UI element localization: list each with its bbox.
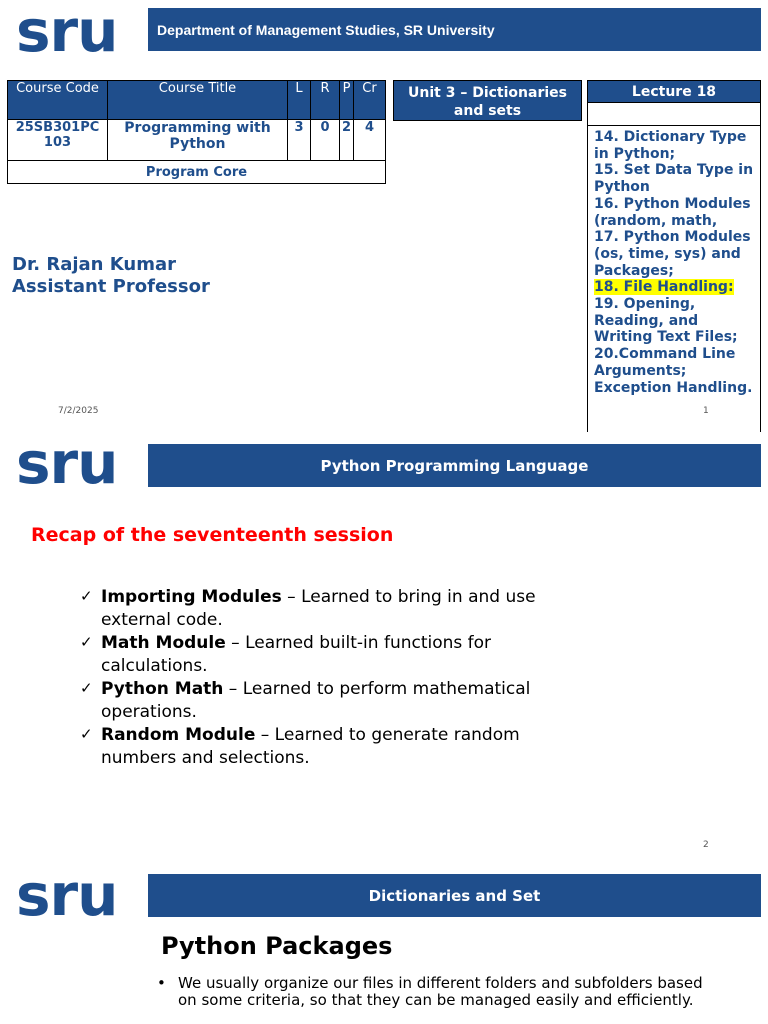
recap-list	[80, 586, 600, 770]
lecture-blank-cell	[587, 103, 761, 126]
course-info-table	[7, 80, 386, 184]
recap-desc: – Learned to bring in and use external code.	[101, 587, 536, 630]
header-l: L	[288, 81, 311, 120]
sru-logo: sru	[16, 0, 118, 65]
checkmark-icon: ✓	[80, 725, 93, 743]
topic-item: 20.Command Line Arguments; Exception Handling.	[594, 346, 753, 396]
department-banner: Department of Management Studies, SR University	[148, 8, 761, 51]
page-number: 1	[703, 406, 709, 416]
recap-item	[80, 724, 600, 770]
header-course-code: Course Code	[8, 81, 108, 120]
recap-item	[80, 586, 600, 632]
highlighted-topic-text: 18. File Handling:	[594, 279, 734, 296]
checkmark-icon: ✓	[80, 587, 93, 605]
recap-term: Math Module	[101, 633, 226, 653]
slide-3	[0, 864, 768, 1024]
bullet-text: We usually organize our files in different folders and subfolders based on some criteria, so that they can be managed easily and efficiently.	[178, 974, 703, 1009]
page-number: 2	[703, 840, 709, 850]
course-title: Programming with Python	[108, 120, 288, 161]
recap-term: Random Module	[101, 725, 256, 745]
topic-list	[587, 126, 761, 432]
recap-desc: – Learned built-in functions for calculations.	[101, 633, 492, 676]
value-r: 0	[311, 120, 340, 161]
checkmark-icon: ✓	[80, 633, 93, 651]
topic-item: 16. Python Modules (random, math,	[594, 195, 751, 229]
topic-banner: Python Programming Language	[148, 444, 761, 487]
recap-desc: – Learned to perform mathematical operations.	[101, 679, 531, 722]
section-title: Python Packages	[161, 932, 393, 960]
instructor-block	[12, 254, 210, 298]
slide-2	[0, 432, 768, 864]
recap-term: Python Math	[101, 679, 224, 699]
topic-banner: Dictionaries and Set	[148, 874, 761, 917]
topic-item-highlighted	[594, 279, 760, 296]
course-category: Program Core	[8, 161, 386, 184]
instructor-name: Dr. Rajan Kumar	[12, 254, 176, 275]
value-cr: 4	[354, 120, 386, 161]
recap-item	[80, 678, 600, 724]
lecture-number: Lecture 18	[587, 80, 761, 103]
value-l: 3	[288, 120, 311, 161]
header-r: R	[311, 81, 340, 120]
topic-item: 15. Set Data Type in Python	[594, 162, 754, 196]
recap-item	[80, 632, 600, 678]
checkmark-icon: ✓	[80, 679, 93, 697]
instructor-title: Assistant Professor	[12, 276, 210, 297]
header-p: P	[340, 81, 354, 120]
header-cr: Cr	[354, 81, 386, 120]
bullet-item	[157, 975, 717, 1009]
recap-term: Importing Modules	[101, 587, 282, 607]
recap-desc: – Learned to generate random numbers and selections.	[101, 725, 520, 768]
value-p: 2	[340, 120, 354, 161]
slide-date: 7/2/2025	[58, 406, 99, 416]
recap-title: Recap of the seventeenth session	[31, 524, 394, 546]
header-course-title: Course Title	[108, 81, 288, 120]
topic-item: 17. Python Modules (os, time, sys) and Packages;	[594, 229, 751, 279]
sru-logo: sru	[16, 432, 118, 497]
topic-item: 14. Dictionary Type in Python;	[594, 129, 747, 162]
slide-1	[0, 0, 768, 432]
sru-logo: sru	[16, 864, 118, 929]
topic-item: 19. Opening, Reading, and Writing Text Files;	[594, 296, 738, 346]
bullet-icon: •	[157, 974, 166, 992]
unit-title: Unit 3 – Dictionaries and sets	[393, 80, 582, 121]
course-code: 25SB301PC 103	[8, 120, 108, 161]
bullet-list	[157, 975, 717, 1009]
